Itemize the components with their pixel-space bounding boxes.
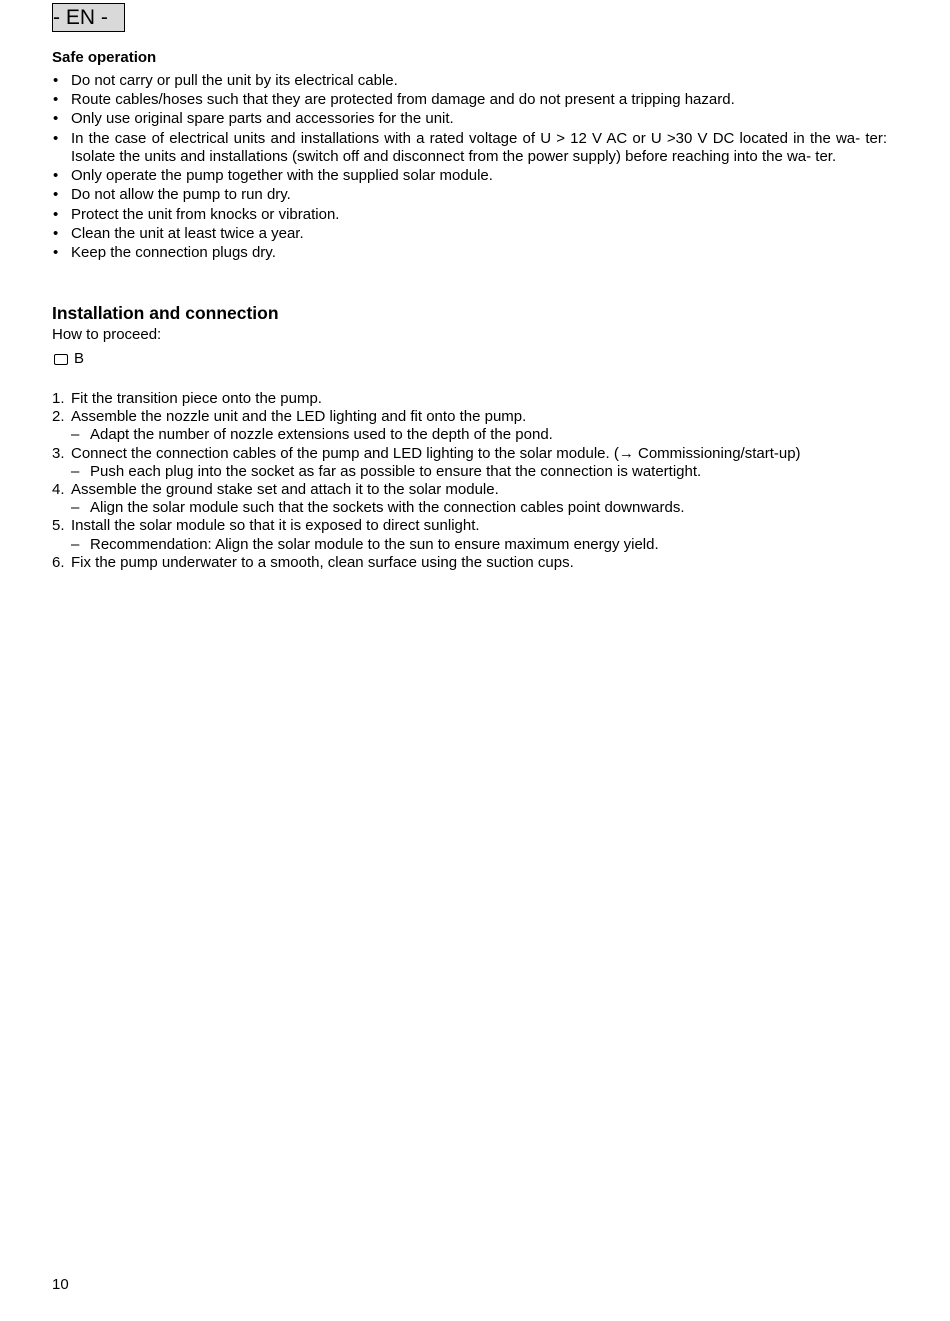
sub-step-item xyxy=(52,463,801,481)
installation-steps xyxy=(52,390,801,572)
figure-reference-label: B xyxy=(74,350,85,367)
safe-operation-list xyxy=(52,72,887,263)
step-item xyxy=(52,445,801,463)
book-icon xyxy=(54,354,68,365)
step-item xyxy=(52,390,801,408)
sub-step-dash: – xyxy=(71,499,80,517)
step-number: 5. xyxy=(52,517,65,535)
list-item: • Only operate the pump together with the supplied solar module. xyxy=(52,167,887,186)
step-text: Assemble the ground stake set and attach it to the solar module. xyxy=(71,481,499,499)
list-item: • Protect the unit from knocks or vibration. xyxy=(52,206,887,225)
step-item xyxy=(52,408,801,426)
sub-step-item xyxy=(52,499,801,517)
list-item: • Do not allow the pump to run dry. xyxy=(52,186,887,205)
sub-step-dash: – xyxy=(71,535,80,553)
sub-step-text: Recommendation: Align the solar module to the sun to ensure maximum energy yield. xyxy=(90,535,659,553)
list-item: • Route cables/hoses such that they are protected from damage and do not present a tripping hazard. xyxy=(52,91,887,110)
step-item xyxy=(52,517,801,535)
step-number: 3. xyxy=(52,444,65,462)
step-text: Fix the pump underwater to a smooth, clean surface using the suction cups. xyxy=(71,553,574,571)
step-number: 2. xyxy=(52,408,65,426)
sub-step-item xyxy=(52,426,801,444)
step-item xyxy=(52,554,801,572)
sub-step-text: Align the solar module such that the sockets with the connection cables point downwards. xyxy=(90,499,685,517)
step-item xyxy=(52,481,801,499)
step-text: Install the solar module so that it is exposed to direct sunlight. xyxy=(71,517,480,535)
installation-heading: Installation and connection xyxy=(52,303,279,323)
sub-step-text: Push each plug into the socket as far as possible to ensure that the connection is watertight. xyxy=(90,462,702,480)
list-item: • In the case of electrical units and installations with a rated voltage of U > 12 V AC or U >30 V DC located in the wa- ter: Isolate the units and installations (switch off and disconnect from the power supply) before reaching into the wa- ter. xyxy=(52,130,887,167)
step-number: 1. xyxy=(52,390,65,407)
list-item: • Do not carry or pull the unit by its electrical cable. xyxy=(52,72,887,91)
safe-operation-heading: Safe operation xyxy=(52,49,157,66)
list-item: • Only use original spare parts and accessories for the unit. xyxy=(52,110,887,129)
sub-step-dash: – xyxy=(71,426,80,444)
step-number: 4. xyxy=(52,481,65,499)
language-tag: - EN - xyxy=(52,3,125,32)
figure-reference xyxy=(52,350,84,368)
sub-step-dash: – xyxy=(71,462,80,480)
step-text: Connect the connection cables of the pump and LED lighting to the solar module. (→ Commissioning/start-up) xyxy=(71,444,801,462)
list-item: • Clean the unit at least twice a year. xyxy=(52,225,887,244)
step-number: 6. xyxy=(52,553,65,571)
step-text: Assemble the nozzle unit and the LED lighting and fit onto the pump. xyxy=(71,408,527,426)
sub-step-item xyxy=(52,536,801,554)
step-text: Fit the transition piece onto the pump. xyxy=(71,390,322,407)
how-to-proceed-label: How to proceed: xyxy=(52,326,162,343)
page-number: 10 xyxy=(52,1276,69,1293)
list-item: • Keep the connection plugs dry. xyxy=(52,244,887,263)
sub-step-text: Adapt the number of nozzle extensions used to the depth of the pond. xyxy=(90,426,553,444)
